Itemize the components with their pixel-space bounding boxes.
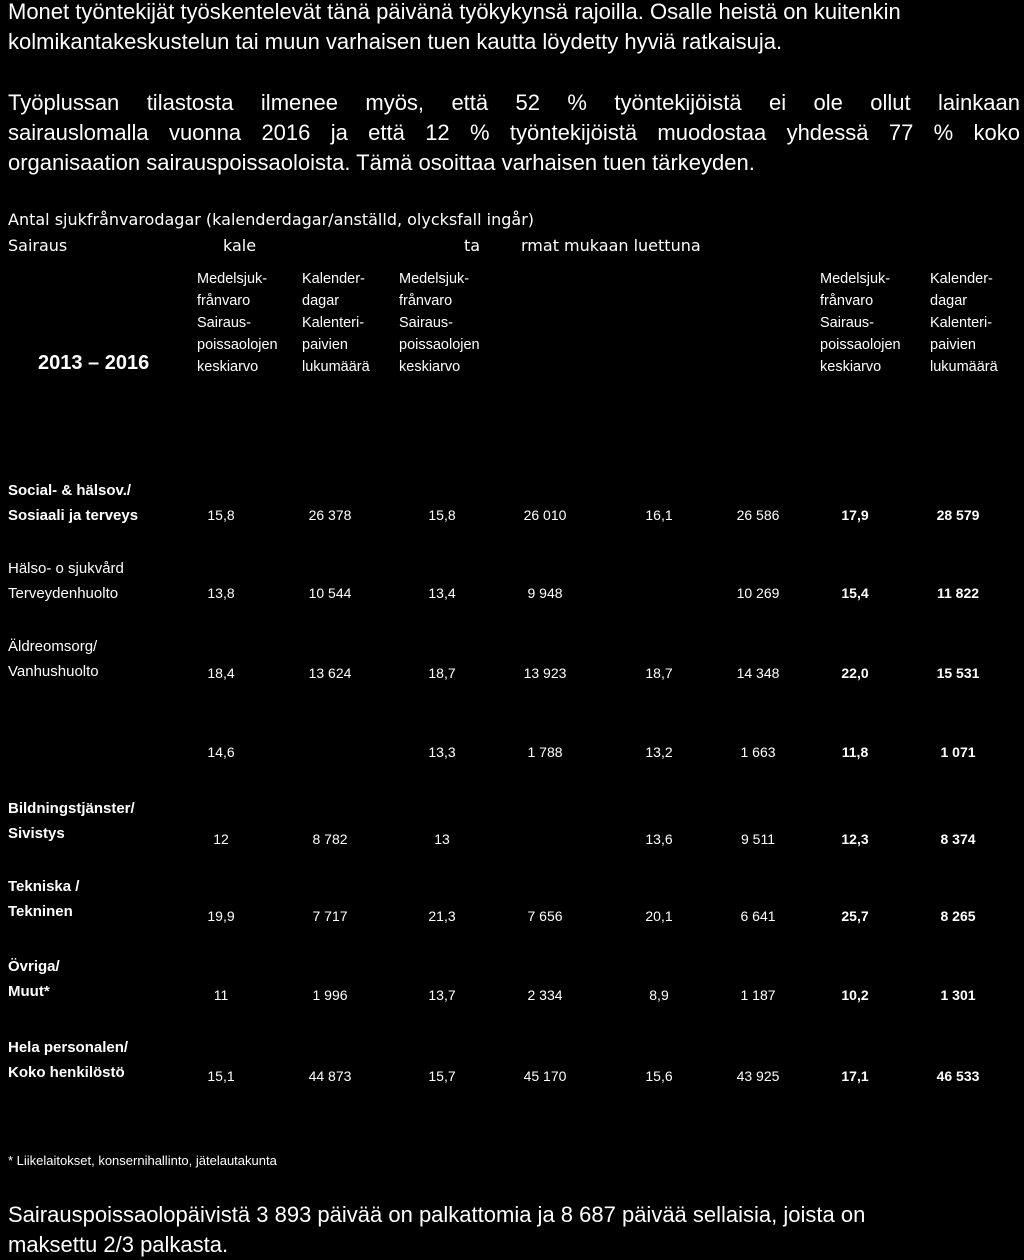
table-caption-fi-part: kale xyxy=(223,236,257,255)
header-line: poissaolojen xyxy=(197,337,278,353)
table-cell: 15,8 xyxy=(428,507,456,523)
table-cell: 14 348 xyxy=(736,665,780,681)
header-line: Kalender- xyxy=(302,271,365,287)
table-cell: 21,3 xyxy=(428,908,456,924)
table-cell: 15,8 xyxy=(207,507,235,523)
row-label: Bildningstjänster/ xyxy=(8,800,135,817)
table-cell: 15,6 xyxy=(645,1068,673,1084)
row-label: Terveydenhuolto xyxy=(8,585,119,602)
header-line: poissaolojen xyxy=(820,337,901,353)
table-cell: 1 187 xyxy=(740,987,776,1003)
table-cell: 13,4 xyxy=(428,585,456,601)
table-cell: 16,1 xyxy=(645,507,673,523)
table-cell: 10 544 xyxy=(308,585,352,601)
table-cell: 13,6 xyxy=(645,831,673,847)
header-line: paivien xyxy=(930,337,976,353)
table-cell: 15,1 xyxy=(207,1068,235,1084)
header-line: Medelsjuk- xyxy=(399,271,470,287)
table-cell: 17,1 xyxy=(841,1068,869,1084)
table-cell: 11 xyxy=(213,987,229,1003)
table-caption-sv: Antal sjukfrånvarodagar (kalenderdagar/anställd, olycksfall ingår) xyxy=(8,210,535,229)
row-label: Övriga/ xyxy=(8,958,60,975)
row-label: Äldreomsorg/ xyxy=(8,638,98,655)
intro-paragraph-1 xyxy=(8,0,1020,57)
header-line: keskiarvo xyxy=(197,359,259,375)
table-cell: 11,8 xyxy=(841,744,869,760)
intro-line: kolmikantakeskustelun tai muun varhaisen tuen kautta löydetty hyviä ratkaisuja. xyxy=(8,29,783,54)
header-line: poissaolojen xyxy=(399,337,480,353)
header-line: Medelsjuk- xyxy=(197,271,268,287)
table-cell: 18,7 xyxy=(645,665,673,681)
table-cell: 14,6 xyxy=(207,744,235,760)
row-label: Tekninen xyxy=(8,903,73,920)
table-cell: 28 579 xyxy=(936,507,980,523)
row-label: Koko henkilöstö xyxy=(8,1064,125,1081)
table-cell: 9 948 xyxy=(527,585,563,601)
table-cell: 13,3 xyxy=(428,744,456,760)
table-cell: 45 170 xyxy=(523,1068,567,1084)
table-cell: 1 663 xyxy=(740,744,776,760)
table-cell: 1 071 xyxy=(940,744,976,760)
table-cell: 17,9 xyxy=(841,507,869,523)
header-line: dagar xyxy=(302,293,340,309)
intro-line: sairauslomalla vuonna 2016 ja että 12 % työntekijöistä muodostaa yhdessä 77 % koko xyxy=(8,120,1020,145)
outro-line: Sairauspoissaolopäivistä 3 893 päivää on palkattomia ja 8 687 päivää sellaisia, joista on xyxy=(8,1202,866,1227)
header-line: lukumäärä xyxy=(302,359,370,375)
row-label: Tekniska / xyxy=(8,878,80,895)
row-label: Vanhushuolto xyxy=(8,663,99,680)
intro-line: Työplussan tilastosta ilmenee myös, että 52 % työntekijöistä ei ole ollut lainkaan xyxy=(8,90,1020,115)
header-line: frånvaro xyxy=(197,293,251,309)
table-cell: 13,2 xyxy=(645,744,673,760)
table-cell: 25,7 xyxy=(841,908,869,924)
row-label: Muut* xyxy=(8,983,50,1000)
header-line: lukumäärä xyxy=(930,359,998,375)
table-caption-fi-part: ta xyxy=(464,236,481,255)
table-cell: 7 656 xyxy=(527,908,563,924)
outro-paragraph xyxy=(8,1200,1020,1260)
column-header-avg-1 xyxy=(197,268,278,378)
table-cell: 8 265 xyxy=(940,908,976,924)
row-label: Hela personalen/ xyxy=(8,1039,129,1056)
header-line: paivien xyxy=(302,337,348,353)
table-cell: 9 511 xyxy=(741,831,775,847)
table-cell: 19,9 xyxy=(207,908,235,924)
table-caption-fi-part: Sairaus xyxy=(8,236,68,255)
period-label: 2013 – 2016 xyxy=(38,352,150,374)
table-cell: 15 531 xyxy=(936,665,980,681)
table-cell: 43 925 xyxy=(736,1068,780,1084)
footnote: * Liikelaitokset, konsernihallinto, jätelautakunta xyxy=(8,1153,277,1168)
header-line: Sairaus- xyxy=(197,315,251,331)
table-cell: 15,7 xyxy=(428,1068,456,1084)
intro-line: organisaation sairauspoissaoloista. Tämä osoittaa varhaisen tuen tärkeyden. xyxy=(8,150,755,175)
table-cell: 13 624 xyxy=(308,665,352,681)
row-label: Sosiaali ja terveys xyxy=(8,507,139,524)
table-cell: 8 374 xyxy=(940,831,976,847)
table-cell: 13,8 xyxy=(207,585,235,601)
table-cell: 26 586 xyxy=(736,507,780,523)
table-cell: 12 xyxy=(213,831,229,847)
table-cell: 1 788 xyxy=(527,744,563,760)
table-cell: 7 717 xyxy=(312,908,348,924)
column-header-avg-2 xyxy=(399,268,480,378)
table-cell: 2 334 xyxy=(527,987,563,1003)
column-header-days-1 xyxy=(302,268,370,378)
table-cell: 10 269 xyxy=(736,585,780,601)
header-line: dagar xyxy=(930,293,968,309)
table-cell: 18,4 xyxy=(207,665,235,681)
table-cell: 10,2 xyxy=(841,987,869,1003)
intro-paragraph-2 xyxy=(8,88,1020,178)
table-cell: 6 641 xyxy=(740,908,776,924)
header-line: Medelsjuk- xyxy=(820,271,891,287)
table-cell: 13 xyxy=(434,831,450,847)
header-line: Kalenteri- xyxy=(302,315,365,331)
row-label: Sivistys xyxy=(8,825,65,842)
table-cell: 8 782 xyxy=(312,831,348,847)
table-cell: 12,3 xyxy=(841,831,869,847)
table-cell: 46 533 xyxy=(936,1068,980,1084)
table-cell: 13 923 xyxy=(523,665,567,681)
header-line: frånvaro xyxy=(399,293,453,309)
header-line: keskiarvo xyxy=(820,359,882,375)
table-cell: 1 996 xyxy=(312,987,348,1003)
header-line: Sairaus- xyxy=(820,315,874,331)
column-header-avg-4 xyxy=(820,268,901,378)
table-caption-fi-part: rmat mukaan luettuna xyxy=(521,236,701,255)
header-line: frånvaro xyxy=(820,293,874,309)
table-cell: 15,4 xyxy=(841,585,869,601)
header-line: Sairaus- xyxy=(399,315,453,331)
header-line: Kalenteri- xyxy=(930,315,993,331)
table-cell: 1 301 xyxy=(940,987,976,1003)
table-cell: 22,0 xyxy=(841,665,869,681)
table-cell: 8,9 xyxy=(649,987,669,1003)
intro-line: Monet työntekijät työskentelevät tänä päivänä työkykynsä rajoilla. Osalle heistä on kuitenkin xyxy=(8,0,901,24)
table-cell: 26 010 xyxy=(523,507,567,523)
row-label: Social- & hälsov./ xyxy=(8,482,132,499)
table-cell: 26 378 xyxy=(308,507,352,523)
row-label: Hälso- o sjukvård xyxy=(8,560,124,577)
table-cell: 13,7 xyxy=(428,987,456,1003)
header-line: keskiarvo xyxy=(399,359,461,375)
column-header-days-4 xyxy=(930,268,998,378)
table-cell: 20,1 xyxy=(645,908,673,924)
outro-line: maksettu 2/3 palkasta. xyxy=(8,1232,229,1257)
table-cell: 18,7 xyxy=(428,665,456,681)
table-cell: 44 873 xyxy=(308,1068,352,1084)
header-line: Kalender- xyxy=(930,271,993,287)
table-cell: 11 822 xyxy=(936,585,980,601)
